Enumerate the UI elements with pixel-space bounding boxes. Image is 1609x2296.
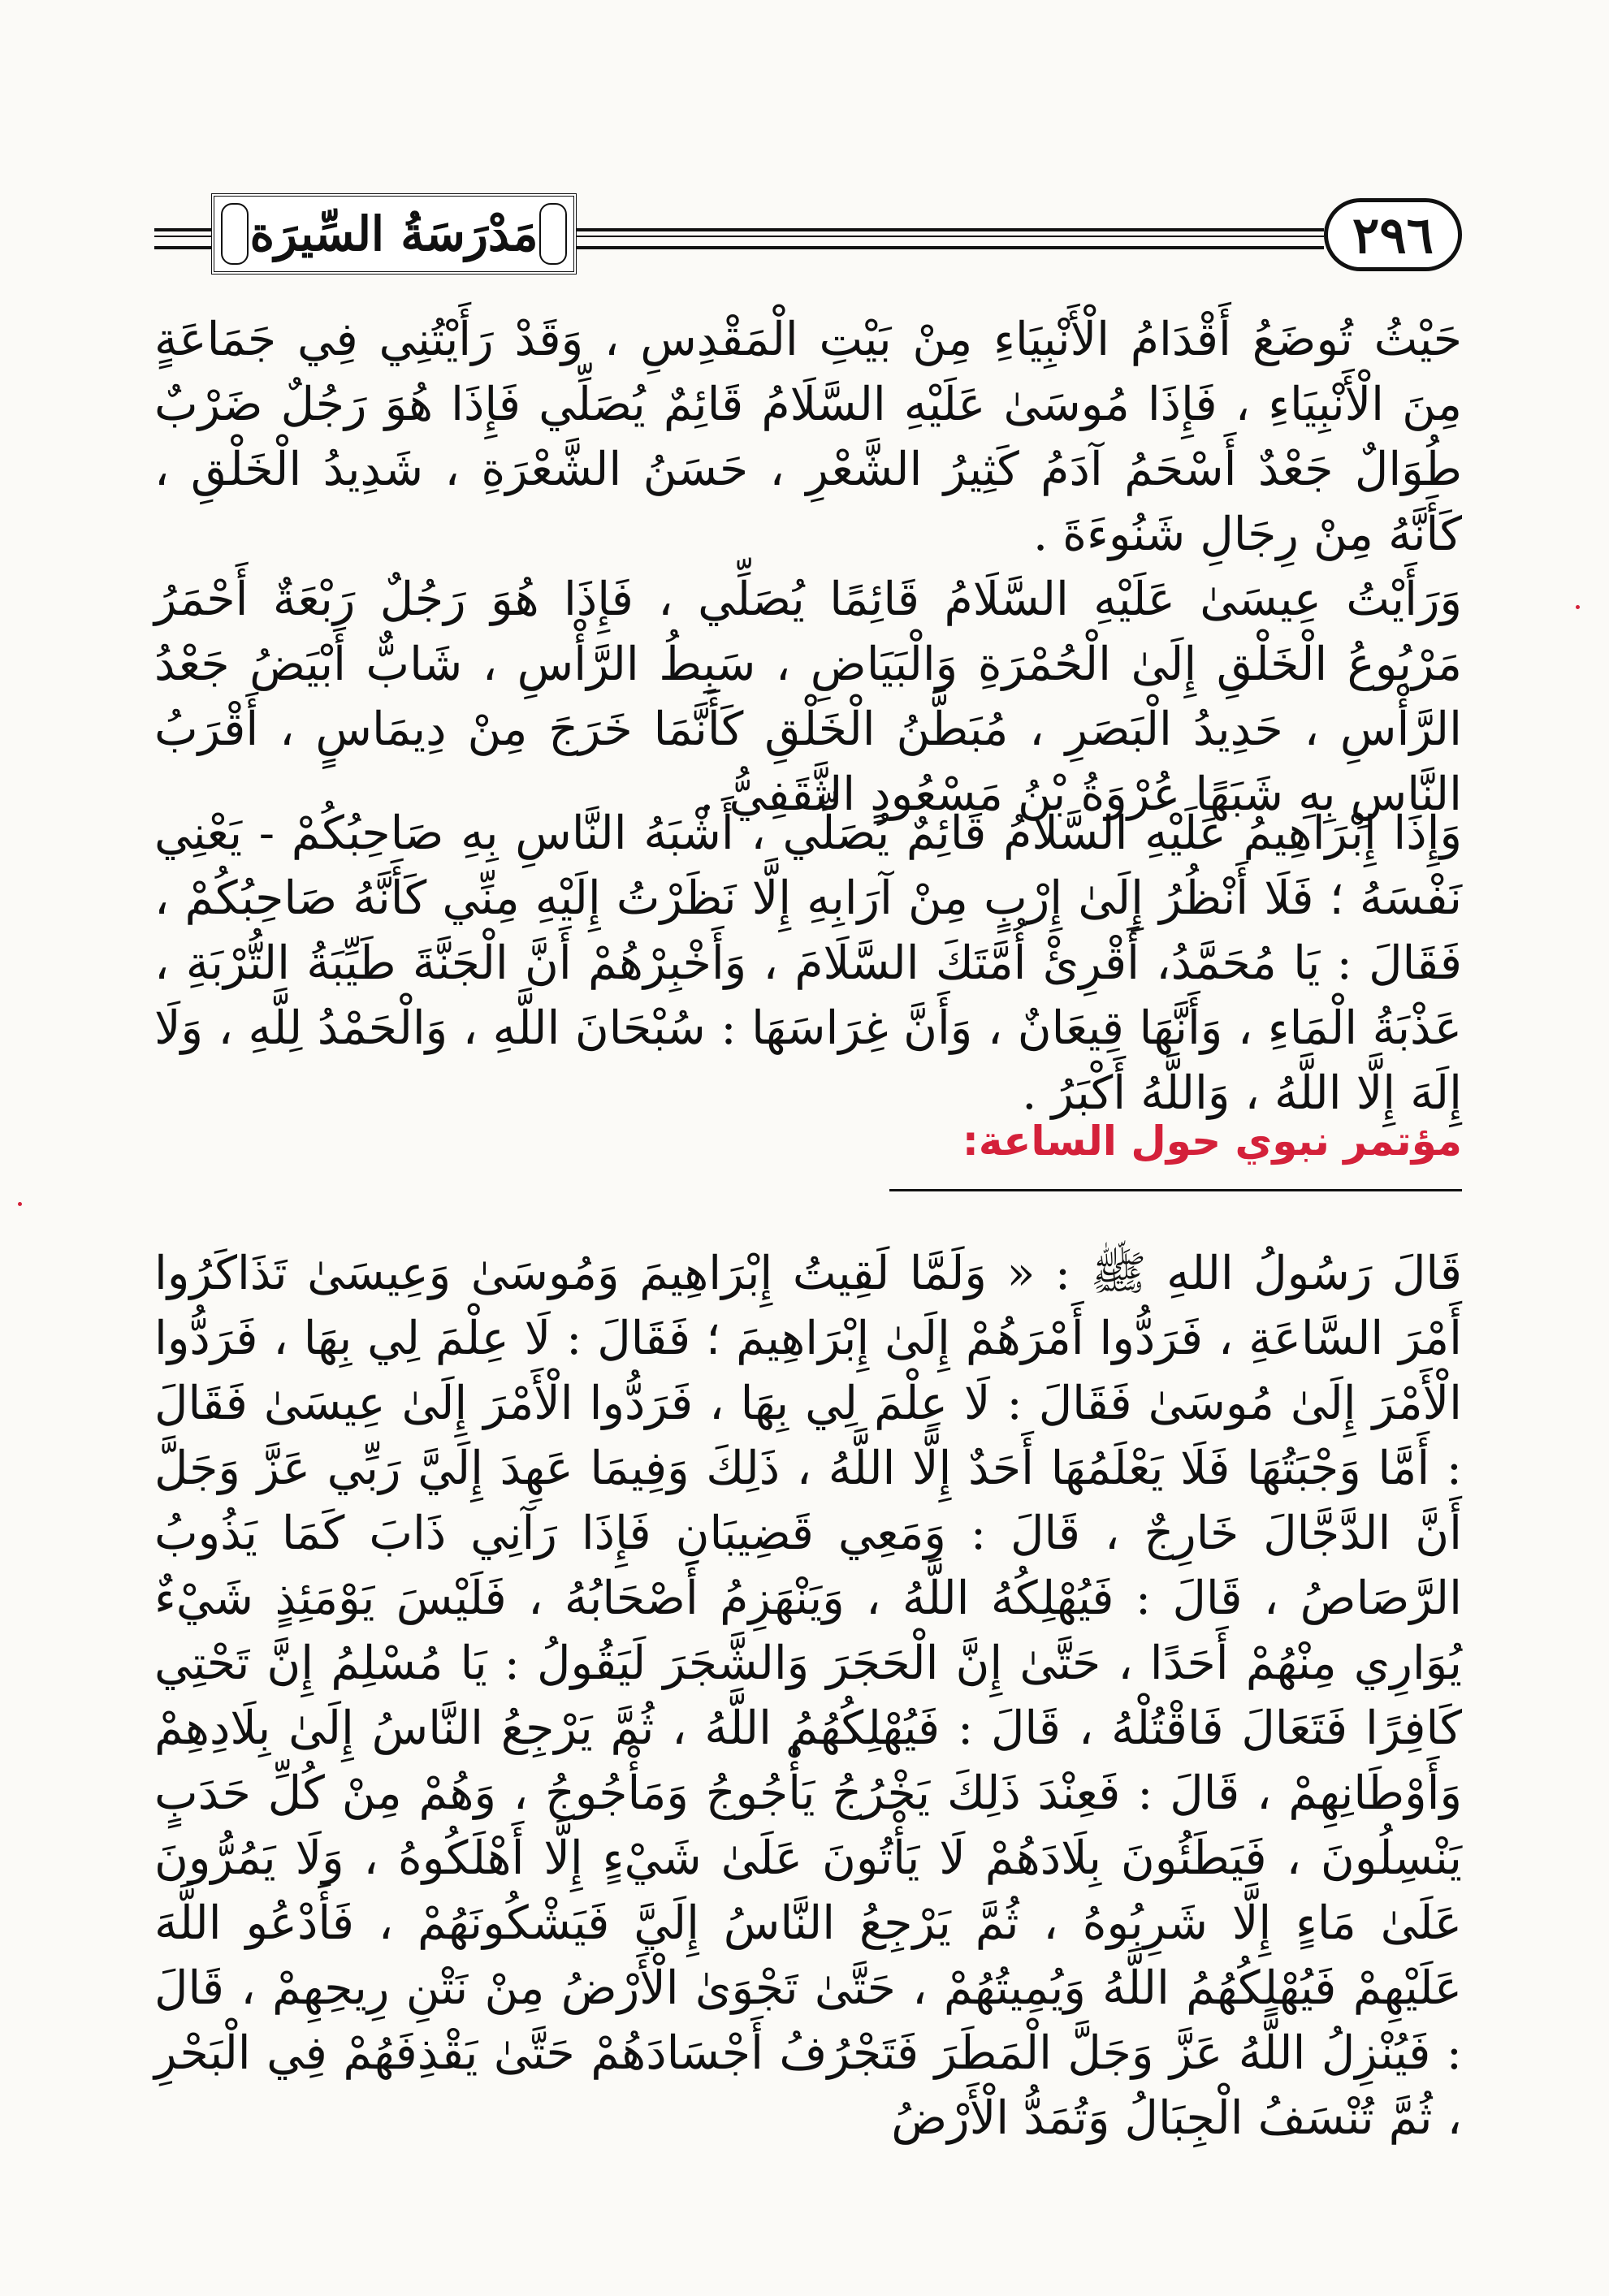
paragraph-text: وَإِذَا إِبْرَاهِيمُ عَلَيْهِ السَّلَامُ قَائِمٌ يُصَلِّي ، أَشْبَهُ النَّاسِ بِهِ صَاحِبُكُمْ - يَعْنِي نَفْسَهُ ؛ فَلَا أَنْظُرُ إِلَىٰ إِرْبٍ مِنْ آرَابِهِ إِلَّا نَظَرْتُ إِلَيْهِ مِنِّي كَأَنَّهُ صَاحِبُكُمْ ، فَقَالَ : يَا مُحَمَّدُ، أَقْرِئْ أُمَّتَكَ السَّلَامَ ، وَأَخْبِرْهُمْ أَنَّ الْجَنَّةَ طَيِّبَةُ التُّرْبَةِ ، عَذْبَةُ الْمَاءِ ، وَأَنَّهَا قِيعَانٌ ، وَأَنَّ غِرَاسَهَا : سُبْحَانَ اللَّهِ ، وَالْحَمْدُ لِلَّهِ ، وَلَا إِلَهَ إِلَّا اللَّهُ ، وَاللَّهُ أَكْبَرُ .	[154, 806, 1462, 1120]
paragraph-text: وَرَأَيْتُ عِيسَىٰ عَلَيْهِ السَّلَامُ قَائِمًا يُصَلِّي ، فَإِذَا هُوَ رَجُلٌ رَبْعَةٌ أَحْمَرُ مَرْبُوعُ الْخَلْقِ إِلَىٰ الْحُمْرَةِ وَالْبَيَاضِ ، سَبِطُ الرَّأْسِ ، شَابٌّ أَبْيَضُ جَعْدُ الرَّأْسِ ، حَدِيدُ الْبَصَرِ ، مُبَطَّنُ الْخَلْقِ كَأَنَّمَا خَرَجَ مِنْ دِيمَاسٍ ، أَقْرَبُ النَّاسِ بِهِ شَبَهًا عُرْوَةُ بْنُ مَسْعُودٍ الثَّقَفِيُّ .	[154, 573, 1462, 821]
paragraph-text: قَالَ رَسُولُ اللهِ ﷺ : « وَلَمَّا لَقِيتُ إِبْرَاهِيمَ وَمُوسَىٰ وَعِيسَىٰ تَذَاكَرُوا أَمْرَ السَّاعَةِ ، فَرَدُّوا أَمْرَهُمْ إِلَىٰ إِبْرَاهِيمَ ؛ فَقَالَ : لَا عِلْمَ لِي بِهَا ، فَرَدُّوا الْأَمْرَ إِلَىٰ مُوسَىٰ فَقَالَ : لَا عِلْمَ لِي بِهَا ، فَرَدُّوا الْأَمْرَ إِلَىٰ عِيسَىٰ فَقَالَ : أَمَّا وَجْبَتُهَا فَلَا يَعْلَمُهَا أَحَدٌ إِلَّا اللَّهُ ، ذَلِكَ وَفِيمَا عَهِدَ إِلَيَّ رَبِّي عَزَّ وَجَلَّ أَنَّ الدَّجَّالَ خَارِجٌ ، قَالَ : وَمَعِي قَضِيبَانِ فَإِذَا رَآنِي ذَابَ كَمَا يَذُوبُ الرَّصَاصُ ، قَالَ : فَيُهْلِكُهُ اللَّهُ ، وَيَنْهَزِمُ أَصْحَابُهُ ، فَلَيْسَ يَوْمَئِذٍ شَيْءٌ يُوَارِي مِنْهُمْ أَحَدًا ، حَتَّىٰ إِنَّ الْحَجَرَ وَالشَّجَرَ لَيَقُولُ : يَا مُسْلِمُ إِنَّ تَحْتِي كَافِرًا فَتَعَالَ فَاقْتُلْهُ ، قَالَ : فَيُهْلِكُهُمُ اللَّهُ ، ثُمَّ يَرْجِعُ النَّاسُ إِلَىٰ بِلَادِهِمْ وَأَوْطَانِهِمْ ، قَالَ : فَعِنْدَ ذَلِكَ يَخْرُجُ يَأْجُوجُ وَمَأْجُوجُ ، وَهُمْ مِنْ كُلِّ حَدَبٍ يَنْسِلُونَ ، فَيَطَئُونَ بِلَادَهُمْ لَا يَأْتُونَ عَلَىٰ شَيْءٍ إِلَّا أَهْلَكُوهُ ، وَلَا يَمُرُّونَ عَلَىٰ مَاءٍ إِلَّا شَرِبُوهُ ، ثُمَّ يَرْجِعُ النَّاسُ إِلَيَّ فَيَشْكُونَهُمْ ، فَأَدْعُو اللَّهَ عَلَيْهِمْ فَيُهْلِكُهُمُ اللَّهُ وَيُمِيتُهُمْ ، حَتَّىٰ تَجْوَىٰ الْأَرْضُ مِنْ نَتْنِ رِيحِهِمْ ، قَالَ : فَيُنْزِلُ اللَّهُ عَزَّ وَجَلَّ الْمَطَرَ فَتَجْرُفُ أَجْسَادَهُمْ حَتَّىٰ يَقْذِفَهُمْ فِي الْبَحْرِ ، ثُمَّ تُنْسَفُ الْجِبَالُ وَتُمَدُّ الْأَرْضُ	[154, 1247, 1462, 2145]
header-rule-left	[154, 228, 211, 249]
header-rule-middle	[577, 228, 1324, 249]
margin-mark	[18, 1202, 22, 1206]
paragraph-2	[154, 567, 1462, 827]
section-heading-underline	[889, 1189, 1462, 1191]
margin-mark	[1576, 605, 1580, 609]
section-heading: مؤتمر نبوي حول الساعة:	[962, 1118, 1462, 1165]
paragraph-3	[154, 801, 1462, 1126]
page-number-frame	[1324, 198, 1462, 271]
book-title-frame	[211, 193, 577, 275]
paragraph-1	[154, 307, 1462, 567]
book-title: مَدْرَسَةُ السِّيرَة	[249, 206, 538, 262]
paragraph-4	[154, 1241, 1462, 2151]
page-number: ٢٩٦	[1352, 205, 1434, 265]
page-header	[154, 187, 1462, 284]
paragraph-text: حَيْثُ تُوضَعُ أَقْدَامُ الْأَنْبِيَاءِ مِنْ بَيْتِ الْمَقْدِسِ ، وَقَدْ رَأَيْتُنِي فِي جَمَاعَةٍ مِنَ الْأَنْبِيَاءِ ، فَإِذَا مُوسَىٰ عَلَيْهِ السَّلَامُ قَائِمٌ يُصَلِّي فَإِذَا هُوَ رَجُلٌ ضَرْبٌ طُوَالٌ جَعْدٌ أَسْحَمُ آدَمُ كَثِيرُ الشَّعْرِ ، حَسَنُ الشَّعْرَةِ ، شَدِيدُ الْخَلْقِ ، كَأَنَّهُ مِنْ رِجَالِ شَنُوءَةَ .	[154, 313, 1462, 561]
